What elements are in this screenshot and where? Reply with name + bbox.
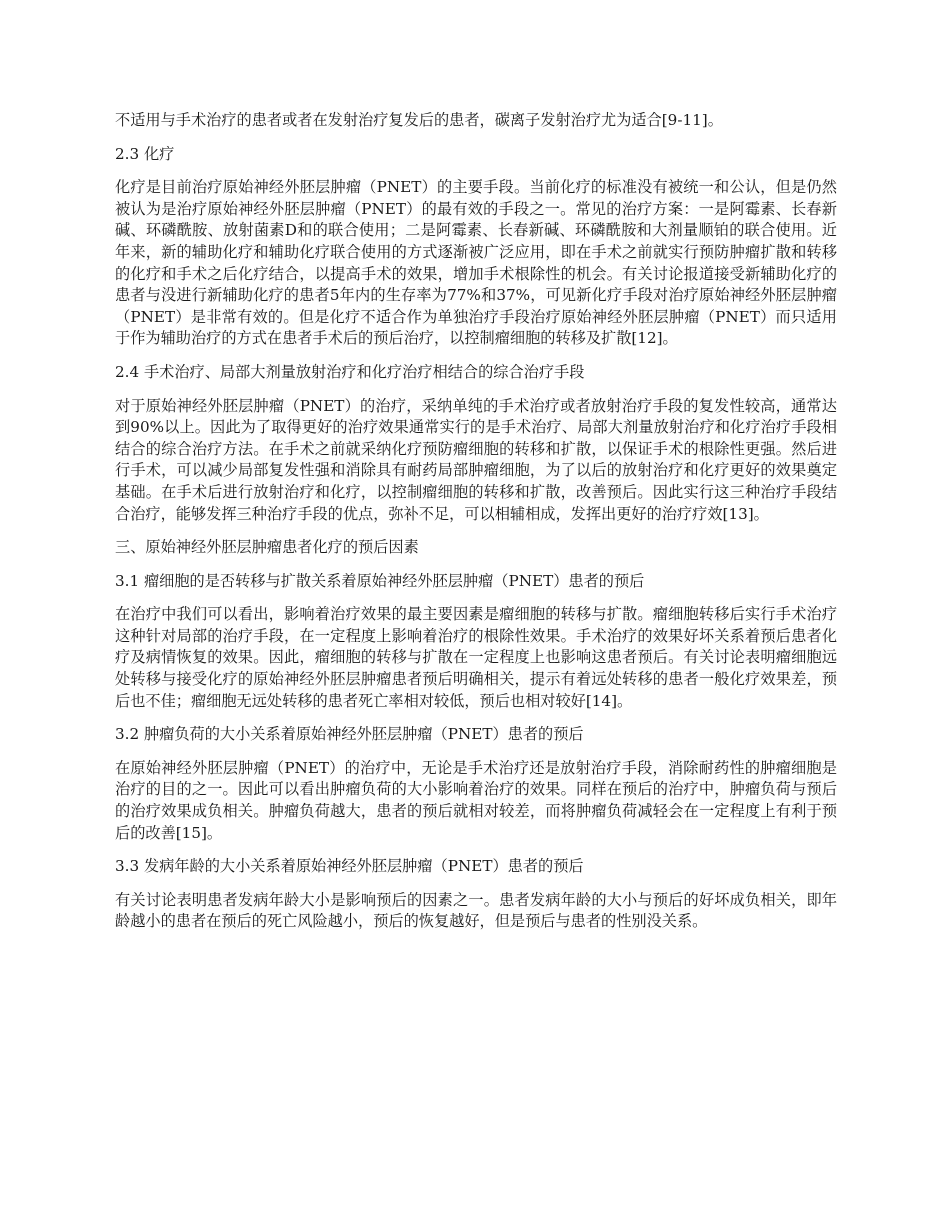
paragraph-metastasis: 在治疗中我们可以看出，影响着治疗效果的最主要因素是瘤细胞的转移与扩散。瘤细胞转移后实行手术治疗这种针对局部的治疗手段，在一定程度上影响着治疗的根除性效果。手术治疗的效果好坏关系着预后患者化疗及病情恢复的效果。因此，瘤细胞的转移与扩散在一定程度上也影响这患者预后。有关讨论表明瘤细胞远处转移与接受化疗的原始神经外胚层肿瘤患者预后明确相关，提示有着远处转移的患者一般化疗效果差，预后也不佳；瘤细胞无远处转移的患者死亡率相对较低，预后也相对较好[14]。 xyxy=(115,605,837,710)
paragraph-tumor-burden: 在原始神经外胚层肿瘤（PNET）的治疗中，无论是手术治疗还是放射治疗手段，消除耐药性的肿瘤细胞是治疗的目的之一。因此可以看出肿瘤负荷的大小影响着治疗的效果。同样在预后的治疗中，肿瘤负荷与预后的治疗效果成负相关。肿瘤负荷越大，患者的预后就相对较差，而将肿瘤负荷减轻会在一定程度上有利于预后的改善[15]。 xyxy=(115,758,837,842)
section-heading-2-3: 2.3 化疗 xyxy=(115,144,175,163)
paragraph-carbon-ion: 不适用与手术治疗的患者或者在发射治疗复发后的患者，碳离子发射治疗尤为适合[9-11]。 xyxy=(115,111,723,129)
document-page xyxy=(115,110,837,945)
paragraph-chemotherapy: 化疗是目前治疗原始神经外胚层肿瘤（PNET）的主要手段。当前化疗的标准没有被统一和公认，但是仍然被认为是治疗原始神经外胚层肿瘤（PNET）的最有效的手段之一。常见的治疗方案：一是阿霉素、长春新碱、环磷酰胺、放射菌素D和的联合使用；二是阿霉素、长春新碱、环磷酰胺和大剂量顺铂的联合使用。近年来，新的辅助化疗和辅助化疗联合使用的方式逐渐被广泛应用，即在手术之前就实行预防肿瘤扩散和转移的化疗和手术之后化疗结合，以提高手术的效果，增加手术根除性的机会。有关讨论报道接受新辅助化疗的患者与没进行新辅助化疗的患者5年内的生存率为77%和37%，可见新化疗手段对治疗原始神经外胚层肿瘤（PNET）是非常有效的。但是化疗不适合作为单独治疗手段治疗原始神经外胚层肿瘤（PNET）而只适用于作为辅助治疗的方式在患者手术后的预后治疗，以控制瘤细胞的转移及扩散[12]。 xyxy=(115,178,837,348)
paragraph-combined-therapy: 对于原始神经外胚层肿瘤（PNET）的治疗，采纳单纯的手术治疗或者放射治疗手段的复发性较高，通常达到90%以上。因此为了取得更好的治疗效果通常实行的是手术治疗、局部大剂量放射治疗和化疗治疗手段相结合的综合治疗方法。在手术之前就采纳化疗预防瘤细胞的转移和扩散，以保证手术的根除性更强。然后进行手术，可以减少局部复发性强和消除具有耐药局部肿瘤细胞，为了以后的放射治疗和化疗更好的效果奠定基础。在手术后进行放射治疗和化疗，以控制瘤细胞的转移和扩散，改善预后。因此实行这三种治疗手段结合治疗，能够发挥三种治疗手段的优点，弥补不足，可以相辅相成，发挥出更好的治疗疗效[13]。 xyxy=(115,396,837,523)
section-heading-3-1: 3.1 瘤细胞的是否转移与扩散关系着原始神经外胚层肿瘤（PNET）患者的预后 xyxy=(115,571,645,590)
chapter-heading-3: 三、原始神经外胚层肿瘤患者化疗的预后因素 xyxy=(115,538,419,557)
section-heading-3-3: 3.3 发病年龄的大小关系着原始神经外胚层肿瘤（PNET）患者的预后 xyxy=(115,857,584,876)
paragraph-onset-age: 有关讨论表明患者发病年龄大小是影响预后的因素之一。患者发病年龄的大小与预后的好坏成负相关，即年龄越小的患者在预后的死亡风险越小，预后的恢复越好，但是预后与患者的性别没关系。 xyxy=(115,890,837,931)
section-heading-3-2: 3.2 肿瘤负荷的大小关系着原始神经外胚层肿瘤（PNET）患者的预后 xyxy=(115,725,584,744)
section-heading-2-4: 2.4 手术治疗、局部大剂量放射治疗和化疗治疗相结合的综合治疗手段 xyxy=(115,362,585,381)
